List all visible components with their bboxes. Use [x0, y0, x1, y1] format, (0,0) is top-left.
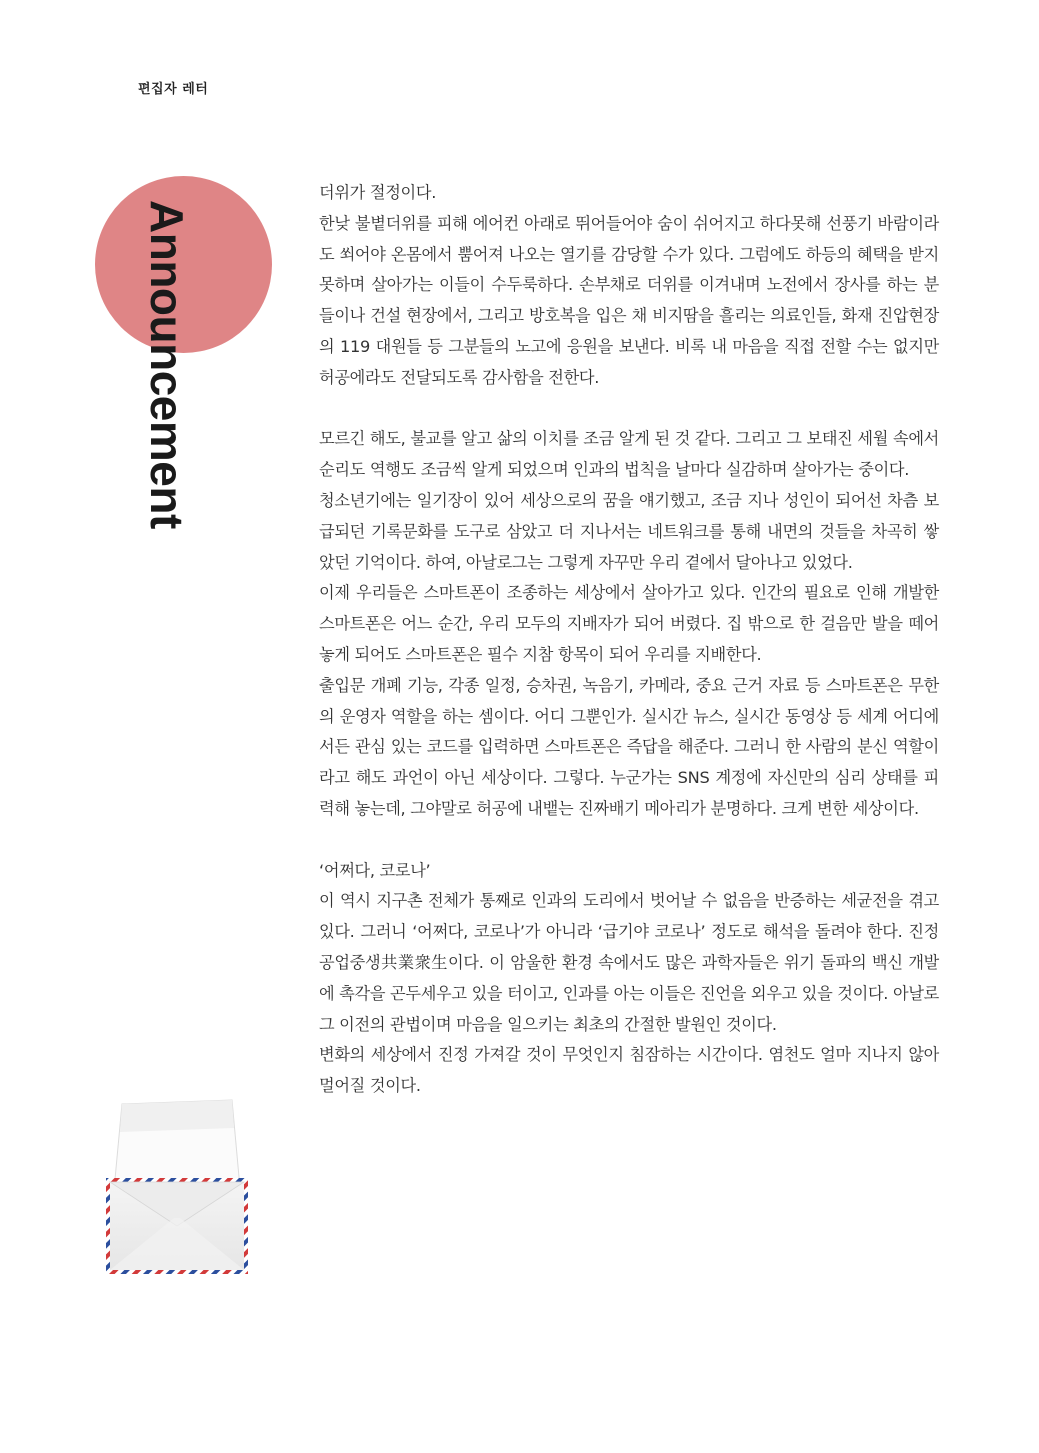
letter-body	[319, 178, 939, 1102]
letter-paragraph: 출입문 개폐 기능, 각종 일정, 승차권, 녹음기, 카메라, 중요 근거 자료 등 스마트폰은 무한의 운영자 역할을 하는 셈이다. 어디 그뿐인가. 실시간 뉴스, 실시간 동영상 등 세계 어디에서든 관심 있는 코드를 입력하면 스마트폰은 즉답을 해준다. 그러니 한 사람의 분신 역할이라고 해도 과언이 아닌 세상이다. 그렇다. 누군가는 SNS 계정에 자신만의 심리 상태를 피력해 놓는데, 그야말로 허공에 내뱉는 진짜배기 메아리가 분명하다. 크게 변한 세상이다.	[319, 675, 939, 818]
letter-paragraph: 더위가 절정이다.	[319, 183, 437, 202]
letter-paragraph: 이제 우리들은 스마트폰이 조종하는 세상에서 살아가고 있다. 인간의 필요로 인해 개발한 스마트폰은 어느 순간, 우리 모두의 지배자가 되어 버렸다. 집 밖으로 한 걸음만 발을 떼어놓게 되어도 스마트폰은 필수 지참 항목이 되어 우리를 지배한다.	[319, 583, 939, 664]
airmail-envelope-image	[104, 1098, 250, 1276]
letter-paragraph: 이 역시 지구촌 전체가 통째로 인과의 도리에서 벗어날 수 없음을 반증하는 세균전을 겪고 있다. 그러니 ‘어쩌다, 코로나’가 아니라 ‘급기야 코로나’ 정도로 해석을 돌려야 한다. 진정 공업중생共業衆生이다. 이 암울한 환경 속에서도 많은 과학자들은 위기 돌파의 백신 개발에 촉각을 곤두세우고 있을 터이고, 인과를 아는 이들은 진언을 외우고 있을 것이다. 아날로그 이전의 관법이며 마음을 일으키는 최초의 간절한 발원인 것이다.	[319, 891, 939, 1034]
letter-paragraph: 모르긴 해도, 불교를 알고 삶의 이치를 조금 알게 된 것 같다. 그리고 그 보태진 세월 속에서 순리도 역행도 조금씩 알게 되었으며 인과의 법칙을 날마다 실감하며 살아가는 중이다.	[319, 429, 939, 480]
paragraph-gap	[319, 825, 939, 856]
paragraph-gap	[319, 394, 939, 425]
letter-paragraph: 한낮 불볕더위를 피해 에어컨 아래로 뛰어들어야 숨이 쉬어지고 하다못해 선풍기 바람이라도 쐬어야 온몸에서 뿜어져 나오는 열기를 감당할 수가 있다. 그럼에도 하등의 혜택을 받지 못하며 살아가는 이들이 수두룩하다. 손부채로 더위를 이겨내며 노전에서 장사를 하는 분들이나 건설 현장에서, 그리고 방호복을 입은 채 비지땀을 흘리는 의료인들, 화재 진압현장의 119 대원들 등 그분들의 노고에 응원을 보낸다. 비록 내 마음을 직접 전할 수는 없지만 허공에라도 전달되도록 감사함을 전한다.	[319, 213, 939, 387]
announcement-title: Announcement	[141, 200, 193, 529]
letter-paragraph: 변화의 세상에서 진정 가져갈 것이 무엇인지 침잠하는 시간이다. 염천도 얼마 지나지 않아 멀어질 것이다.	[319, 1045, 939, 1096]
section-label: 편집자 레터	[138, 82, 209, 97]
letter-paragraph: 청소년기에는 일기장이 있어 세상으로의 꿈을 얘기했고, 조금 지나 성인이 되어선 차츰 보급되던 기록문화를 도구로 삼았고 더 지나서는 네트워크를 통해 내면의 것들을 차곡히 쌓았던 기억이다. 하여, 아날로그는 그렇게 자꾸만 우리 곁에서 달아나고 있었다.	[319, 490, 939, 572]
letter-paragraph: ‘어쩌다, 코로나’	[319, 860, 431, 880]
